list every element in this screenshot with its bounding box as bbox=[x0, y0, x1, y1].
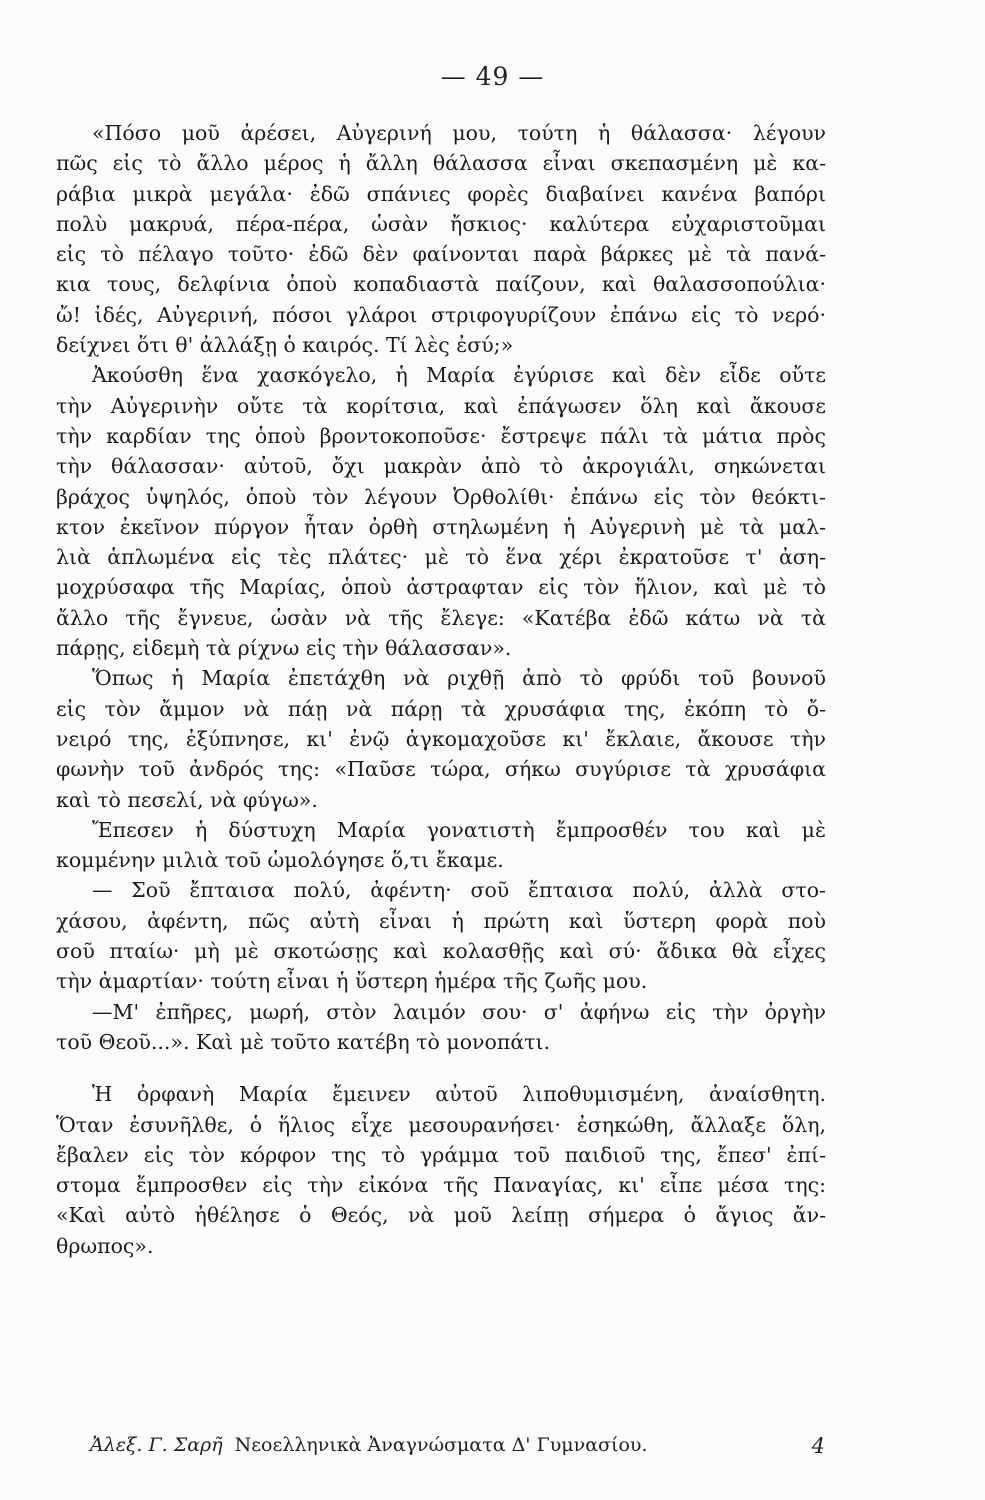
text-line: κομμένην μιλιὰ τοῦ ὡμολόγησε ὅ,τι ἔκαμε. bbox=[56, 848, 504, 873]
text-line: ἄλλο τῆς ἔγνευε, ὡσὰν νὰ τῆς ἔλεγε: «Κατέβα ἐδῶ κάτω νὰ τὰ bbox=[56, 605, 826, 630]
text-line: — Σοῦ ἔπταισα πολύ, ἀφέντη· σοῦ ἔπταισα πολύ, ἀλλὰ στο- bbox=[92, 878, 826, 903]
text-line: εἰς τὸ πέλαγο τοῦτο· ἐδῶ δὲν φαίνονται παρὰ βάρκες μὲ τὰ πανά- bbox=[56, 242, 826, 267]
text-line: Ἡ ὀρφανὴ Μαρία ἔμεινεν αὐτοῦ λιποθυμισμένη, ἀναίσθητη. bbox=[92, 1082, 826, 1107]
text-line: θρωπος». bbox=[56, 1233, 154, 1258]
paragraph-2 bbox=[56, 360, 826, 663]
text-body bbox=[56, 118, 826, 1261]
text-line: τὴν Αὐγερινὴν οὔτε τὰ κορίτσια, καὶ ἐπάγωσεν ὅλη καὶ ἄκουσε bbox=[56, 393, 826, 418]
text-line: ράβια μικρὰ μεγάλα· ἐδῶ σπάνιες φορὲς διαβαίνει κανένα βαπόρι bbox=[56, 181, 826, 206]
section-gap bbox=[56, 1057, 826, 1079]
paragraph-3 bbox=[56, 663, 826, 814]
text-line: κτον ἐκεῖνον πύργον ἦταν ὀρθὴ στηλωμένη ἡ Αὐγερινὴ μὲ τὰ μαλ- bbox=[56, 514, 826, 539]
text-line: τὴν καρδίαν της ὁποὺ βροντοκοποῦσε· ἔστρεψε πάλι τὰ μάτια πρὸς bbox=[56, 423, 826, 448]
text-line: τὴν ἁμαρτίαν· τούτη εἶναι ἡ ὕστερη ἡμέρα τῆς ζωῆς μου. bbox=[56, 969, 648, 994]
text-line: πάρῃς, εἰδεμὴ τὰ ρίχνω εἰς τὴν θάλασσαν». bbox=[56, 636, 512, 661]
paragraph-1 bbox=[56, 118, 826, 360]
text-line: «Καὶ αὐτὸ ἠθέλησε ὁ Θεός, νὰ μοῦ λείπῃ σήμερα ὁ ἄγιος ἄν- bbox=[56, 1203, 826, 1228]
text-line: χάσου, ἀφέντη, πῶς αὐτὴ εἶναι ἡ πρώτη καὶ ὕστερη φορὰ ποὺ bbox=[56, 908, 826, 933]
page-number: — 49 — bbox=[440, 62, 545, 91]
text-line: Ὅπως ἡ Μαρία ἐπετάχθη νὰ ριχθῇ ἀπὸ τὸ φρύδι τοῦ βουνοῦ bbox=[92, 666, 826, 691]
text-line: «Πόσο μοῦ ἀρέσει, Αὐγερινή μου, τούτη ἡ θάλασσα· λέγουν bbox=[92, 121, 826, 145]
text-line: εἰς τὸν ἄμμον νὰ πάῃ νὰ πάρῃ τὰ χρυσάφια της, ἐκόπη τὸ ὄ- bbox=[56, 696, 826, 721]
text-line: Ἔπεσεν ἡ δύστυχη Μαρία γονατιστὴ ἔμπροσθέν του καὶ μὲ bbox=[92, 817, 826, 842]
paragraph-5 bbox=[56, 875, 826, 996]
text-line: τὴν θάλασσαν· αὐτοῦ, ὄχι μακρὰν ἀπὸ τὸ ἀκρογιάλι, σηκώνεται bbox=[56, 454, 826, 479]
text-line: τοῦ Θεοῦ...». Καὶ μὲ τοῦτο κατέβη τὸ μονοπάτι. bbox=[56, 1029, 551, 1054]
footer-author: Ἀλεξ. Γ. Σαρῆ bbox=[90, 1434, 223, 1456]
text-line: λιὰ ἁπλωμένα εἰς τὲς πλάτες· μὲ τὸ ἕνα χέρι ἐκρατοῦσε τ' ἀση- bbox=[56, 545, 826, 570]
footer-source: Νεοελληνικὰ Ἀναγνώσματα Δ' Γυμνασίου. bbox=[234, 1434, 648, 1456]
text-line: καὶ τὸ πεσελί, νὰ φύγω». bbox=[56, 787, 318, 812]
paragraph-7 bbox=[56, 1079, 826, 1261]
signature-mark: 4 bbox=[811, 1434, 825, 1458]
text-line: δείχνει ὅτι θ' ἀλλάξῃ ὁ καιρός. Τί λὲς ἐσύ;» bbox=[56, 333, 514, 358]
page-footer bbox=[90, 1434, 825, 1464]
text-line: πῶς εἰς τὸ ἄλλο μέρος ἡ ἄλλη θάλασσα εἶναι σκεπασμένη μὲ κα- bbox=[56, 151, 826, 176]
text-line: Ἀκούσθη ἕνα χασκόγελο, ἡ Μαρία ἐγύρισε καὶ δὲν εἶδε οὔτε bbox=[92, 363, 826, 388]
text-line: Ὅταν ἐσυνῆλθε, ὁ ἥλιος εἶχε μεσουρανήσει· ἐσηκώθη, ἄλλαξε ὅλη, bbox=[56, 1112, 826, 1137]
paragraph-6 bbox=[56, 997, 826, 1058]
text-line: —Μ' ἐπῆρες, μωρή, στὸν λαιμόν σου· σ' ἀφήνω εἰς τὴν ὀργὴν bbox=[92, 999, 826, 1024]
text-line: σοῦ πταίω· μὴ μὲ σκοτώσῃς καὶ κολασθῇς καὶ σύ· ἄδικα θὰ εἶχες bbox=[56, 939, 826, 964]
text-line: κια τους, δελφίνια ὁποὺ κοπαδιαστὰ παίζουν, καὶ θαλασσοπούλια· bbox=[56, 272, 826, 297]
text-line: ὤ! ἰδές, Αὐγερινή, πόσοι γλάροι στριφογυρίζουν ἐπάνω εἰς τὸ νερό· bbox=[56, 302, 826, 327]
text-line: βράχος ὑψηλός, ὁποὺ τὸν λέγουν Ὀρθολίθι· ἐπάνω εἰς τὸν θεόκτι- bbox=[56, 484, 826, 509]
text-line: ἔβαλεν εἰς τὸν κόρφον της τὸ γράμμα τοῦ παιδιοῦ της, ἔπεσ' ἐπί- bbox=[56, 1142, 826, 1167]
text-line: πολὺ μακρυά, πέρα-πέρα, ὡσὰν ἤσκιος· καλύτερα εὐχαριστοῦμαι bbox=[56, 211, 826, 236]
text-line: μοχρύσαφα τῆς Μαρίας, ὁποὺ ἀστραφταν εἰς τὸν ἥλιον, καὶ μὲ τὸ bbox=[56, 575, 826, 600]
text-line: φωνὴν τοῦ ἀνδρός της: «Παῦσε τώρα, σήκω συγύρισε τὰ χρυσάφια bbox=[56, 757, 826, 782]
paragraph-4 bbox=[56, 815, 826, 876]
text-line: νειρό της, ἐξύπνησε, κι' ἐνῷ ἀγκομαχοῦσε κι' ἔκλαιε, ἄκουσε τὴν bbox=[56, 726, 826, 751]
text-line: στομα ἔμπροσθεν εἰς τὴν εἰκόνα τῆς Παναγίας, κι' εἶπε μέσα της: bbox=[56, 1173, 826, 1198]
